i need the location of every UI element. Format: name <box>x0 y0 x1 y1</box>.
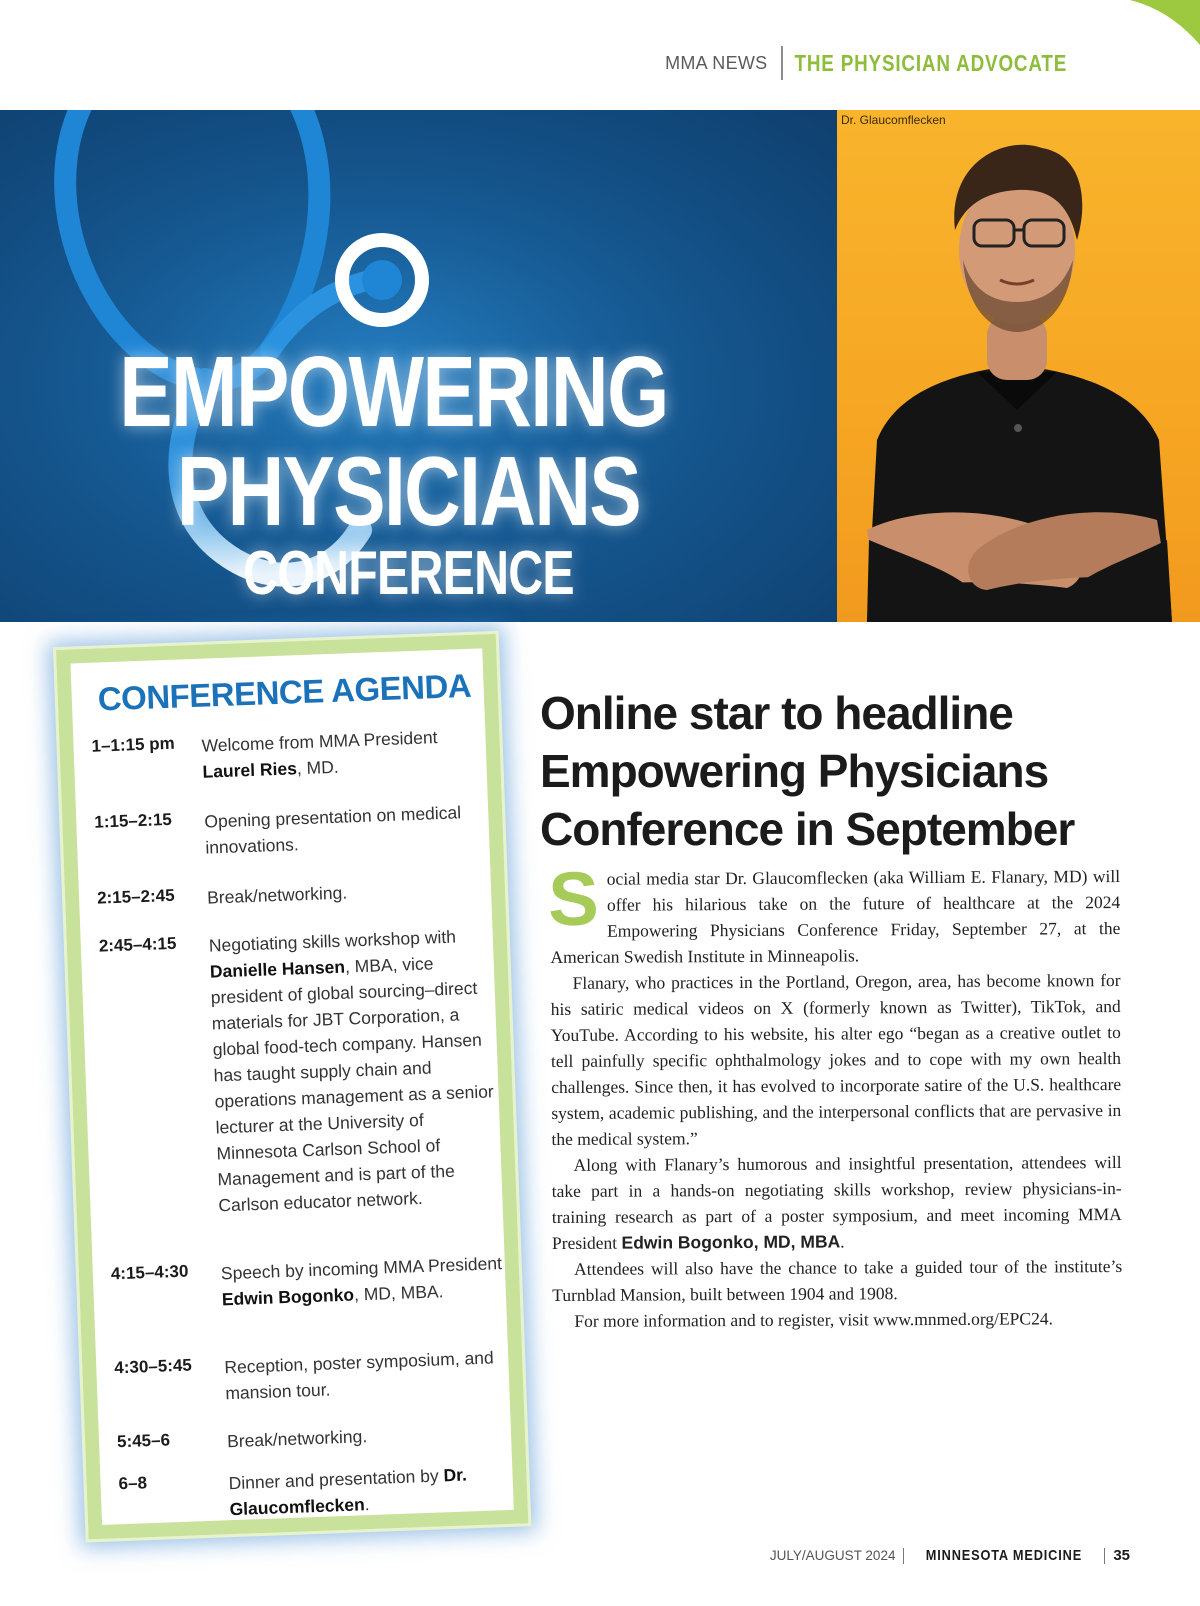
agenda-item <box>98 922 495 1216</box>
agenda-time: 4:15–4:30 <box>110 1261 189 1284</box>
agenda-time: 2:15–2:45 <box>96 885 175 908</box>
agenda-time: 2:45–4:15 <box>98 933 177 956</box>
article-paragraph: Attendees will also have the chance to take a guided tour of the institute’s Turnblad Mansion, built between 1904 and 1908. <box>552 1256 1123 1305</box>
agenda-time: 4:30–5:45 <box>113 1355 193 1378</box>
agenda-time: 1:15–2:15 <box>93 809 173 832</box>
speaker-photo <box>837 110 1200 622</box>
agenda-card <box>56 634 528 1540</box>
agenda-title: CONFERENCE AGENDA <box>97 666 472 718</box>
page-header <box>665 46 1130 80</box>
agenda-description: Welcome from MMA President Laurel Ries, MD. <box>201 727 438 782</box>
speaker-portrait-illustration <box>837 110 1200 622</box>
agenda-speaker-name: Laurel Ries <box>202 758 298 782</box>
agenda-time: 5:45–6 <box>116 1430 171 1452</box>
article-body <box>547 856 1123 1334</box>
footer-divider <box>903 1548 904 1564</box>
banner-title-line3: CONFERENCE <box>243 539 574 608</box>
agenda-item <box>110 1250 506 1310</box>
banner-title-line2: PHYSICIANS <box>176 436 641 546</box>
agenda-time: 1–1:15 pm <box>91 733 176 756</box>
page-footer <box>770 1547 1130 1564</box>
drop-cap: S <box>547 856 600 943</box>
agenda-speaker-name: Dr. Glaucomflecken <box>229 1464 468 1520</box>
agenda-description: Reception, poster symposium, and mansion tour. <box>224 1347 495 1404</box>
banner-title-line1: EMPOWERING <box>119 336 668 448</box>
article-paragraph: Social media star Dr. Glaucomflecken (aka William E. Flanary, MD) will offer his hilarious take on the future of healthcare at the 2024 Empowering Physicians Conference Friday, September 27, at the American Swedish Institute in Minneapolis. <box>547 856 1121 967</box>
section-label: MMA NEWS <box>665 52 768 73</box>
article-paragraph: Along with Flanary’s humorous and insightful presentation, attendees will take part in a hands-on negotiating skills workshop, review physicians-in-training research as part of a poster symposium, and meet incoming MMA President Edwin Bogonko, MD, MBA. <box>551 1152 1122 1253</box>
issue-date: JULY/AUGUST 2024 <box>769 1548 896 1563</box>
article-paragraph: Flanary, who practices in the Portland, Oregon, area, has become known for his satiric medical videos on X (formerly known as Twitter), TikTok, and YouTube. According to his website, his alter ego “began as a creative outlet to tell painfully specific ophthalmology jokes and to cope with my own health challenges. Since then, it has evolved to incorporate satire of the U.S. healthcare system, academic publishing, and the interpersonal conflicts that are pervasive in the medical system.” <box>550 970 1122 1149</box>
magazine-name: MINNESOTA MEDICINE <box>926 1547 1083 1564</box>
agenda-item <box>91 722 486 782</box>
agenda-item <box>116 1418 512 1452</box>
agenda-description: Break/networking. <box>226 1426 368 1452</box>
article-headline: Online star to headline Empowering Physicians Conference in September <box>540 687 1075 855</box>
agenda-item <box>96 874 492 908</box>
agenda-description: Opening presentation on medical innovations. <box>204 802 462 858</box>
page-number: 35 <box>1113 1547 1130 1564</box>
agenda-item <box>113 1344 509 1404</box>
agenda-speaker-name: Edwin Bogonko <box>221 1284 355 1310</box>
article-paragraph: For more information and to register, visit www.mnmed.org/EPC24. <box>574 1308 1053 1331</box>
speaker-name: Edwin Bogonko, MD, MBA <box>621 1231 841 1253</box>
agenda-item <box>93 798 489 858</box>
conference-banner <box>0 110 837 622</box>
agenda-speaker-name: Danielle Hansen <box>209 956 346 982</box>
photo-credit: Dr. Glaucomflecken <box>841 113 946 127</box>
agenda-time: 6–8 <box>118 1473 148 1494</box>
agenda-description: Speech by incoming MMA President Edwin Bogonko, MD, MBA. <box>220 1253 503 1310</box>
agenda-description: Break/networking. <box>206 882 348 908</box>
agenda-description: Negotiating skills workshop with Danielle Hansen, MBA, vice president of global sourcing–direct materials for JBT Corporation, a global food-tech company. Hansen has taught supply chain and operations management as a senior lecturer at the University of Minnesota Carlson School of Management and is part of the Carlson educator network. <box>208 926 495 1216</box>
agenda-item <box>118 1460 513 1520</box>
column-label: THE PHYSICIAN ADVOCATE <box>794 49 1068 76</box>
agenda-description: Dinner and presentation by Dr. Glaucomflecken. <box>228 1464 468 1520</box>
